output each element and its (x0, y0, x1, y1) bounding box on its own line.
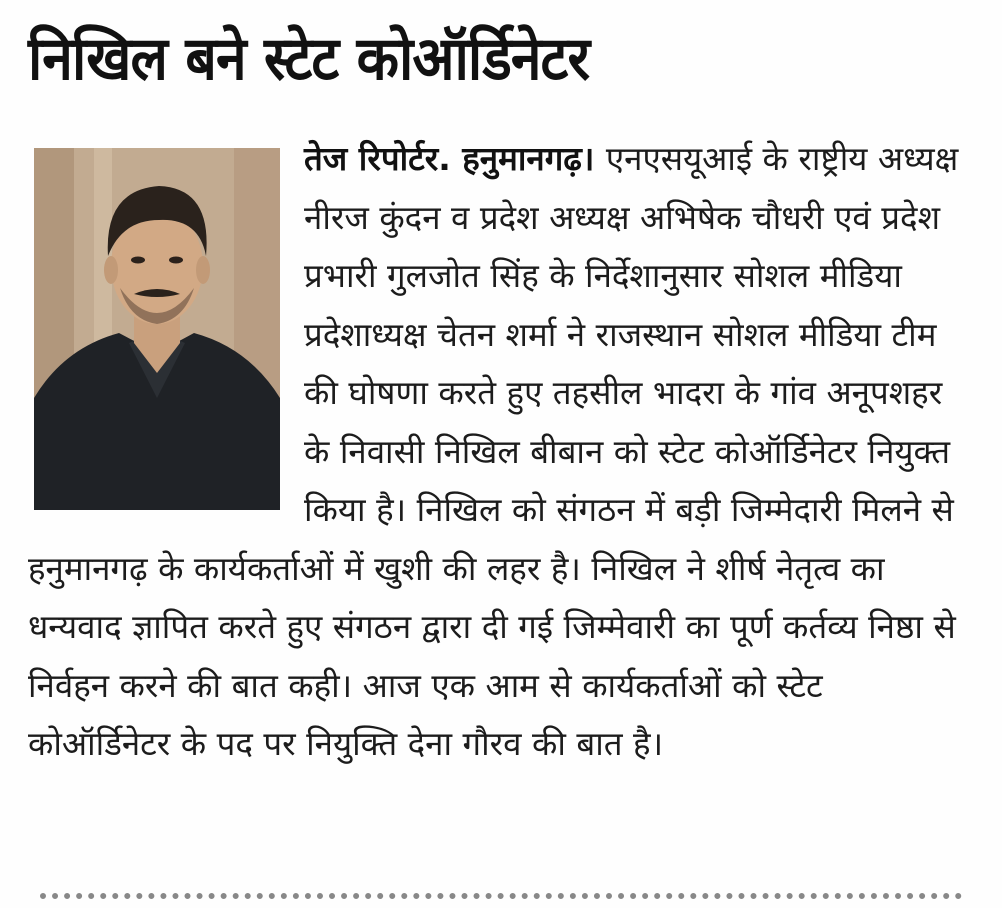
person-photo (34, 148, 280, 510)
portrait-illustration (34, 148, 280, 510)
headline: निखिल बने स्टेट कोऑर्डिनेटर (28, 24, 590, 94)
article-body-container (28, 130, 973, 774)
bottom-divider (40, 893, 962, 899)
article-body: एनएसयूआई के राष्ट्रीय अध्यक्ष नीरज कुंदन व प्रदेश अध्यक्ष अभिषेक चौधरी एवं प्रदेश प्रभारी गुलजोत सिंह के निर्देशानुसार सोशल मीडिया प्रदेशाध्यक्ष चेतन शर्मा ने राजस्थान सोशल मीडिया टीम की घोषणा करते हुए तहसील भादरा के गांव अनूपशहर के निवासी निखिल बीबान को स्टेट कोऑर्डिनेटर नियुक्त किया है। निखिल को संगठन में बड़ी जिम्मेदारी मिलने से हनुमानगढ़ के कार्यकर्ताओं में खुशी की लहर है। निखिल ने शीर्ष नेतृत्व का धन्यवाद ज्ञापित करते हुए संगठन द्वारा दी गई जिम्मेवारी का पूर्ण कर्तव्य निष्ठा से निर्वहन करने की बात कही। आज एक आम से कार्यकर्ताओं को स्टेट कोऑर्डिनेटर के पद पर नियुक्ति देना गौरव की बात है। (28, 139, 959, 763)
dateline: तेज रिपोर्टर. हनुमानगढ़। (304, 139, 606, 178)
